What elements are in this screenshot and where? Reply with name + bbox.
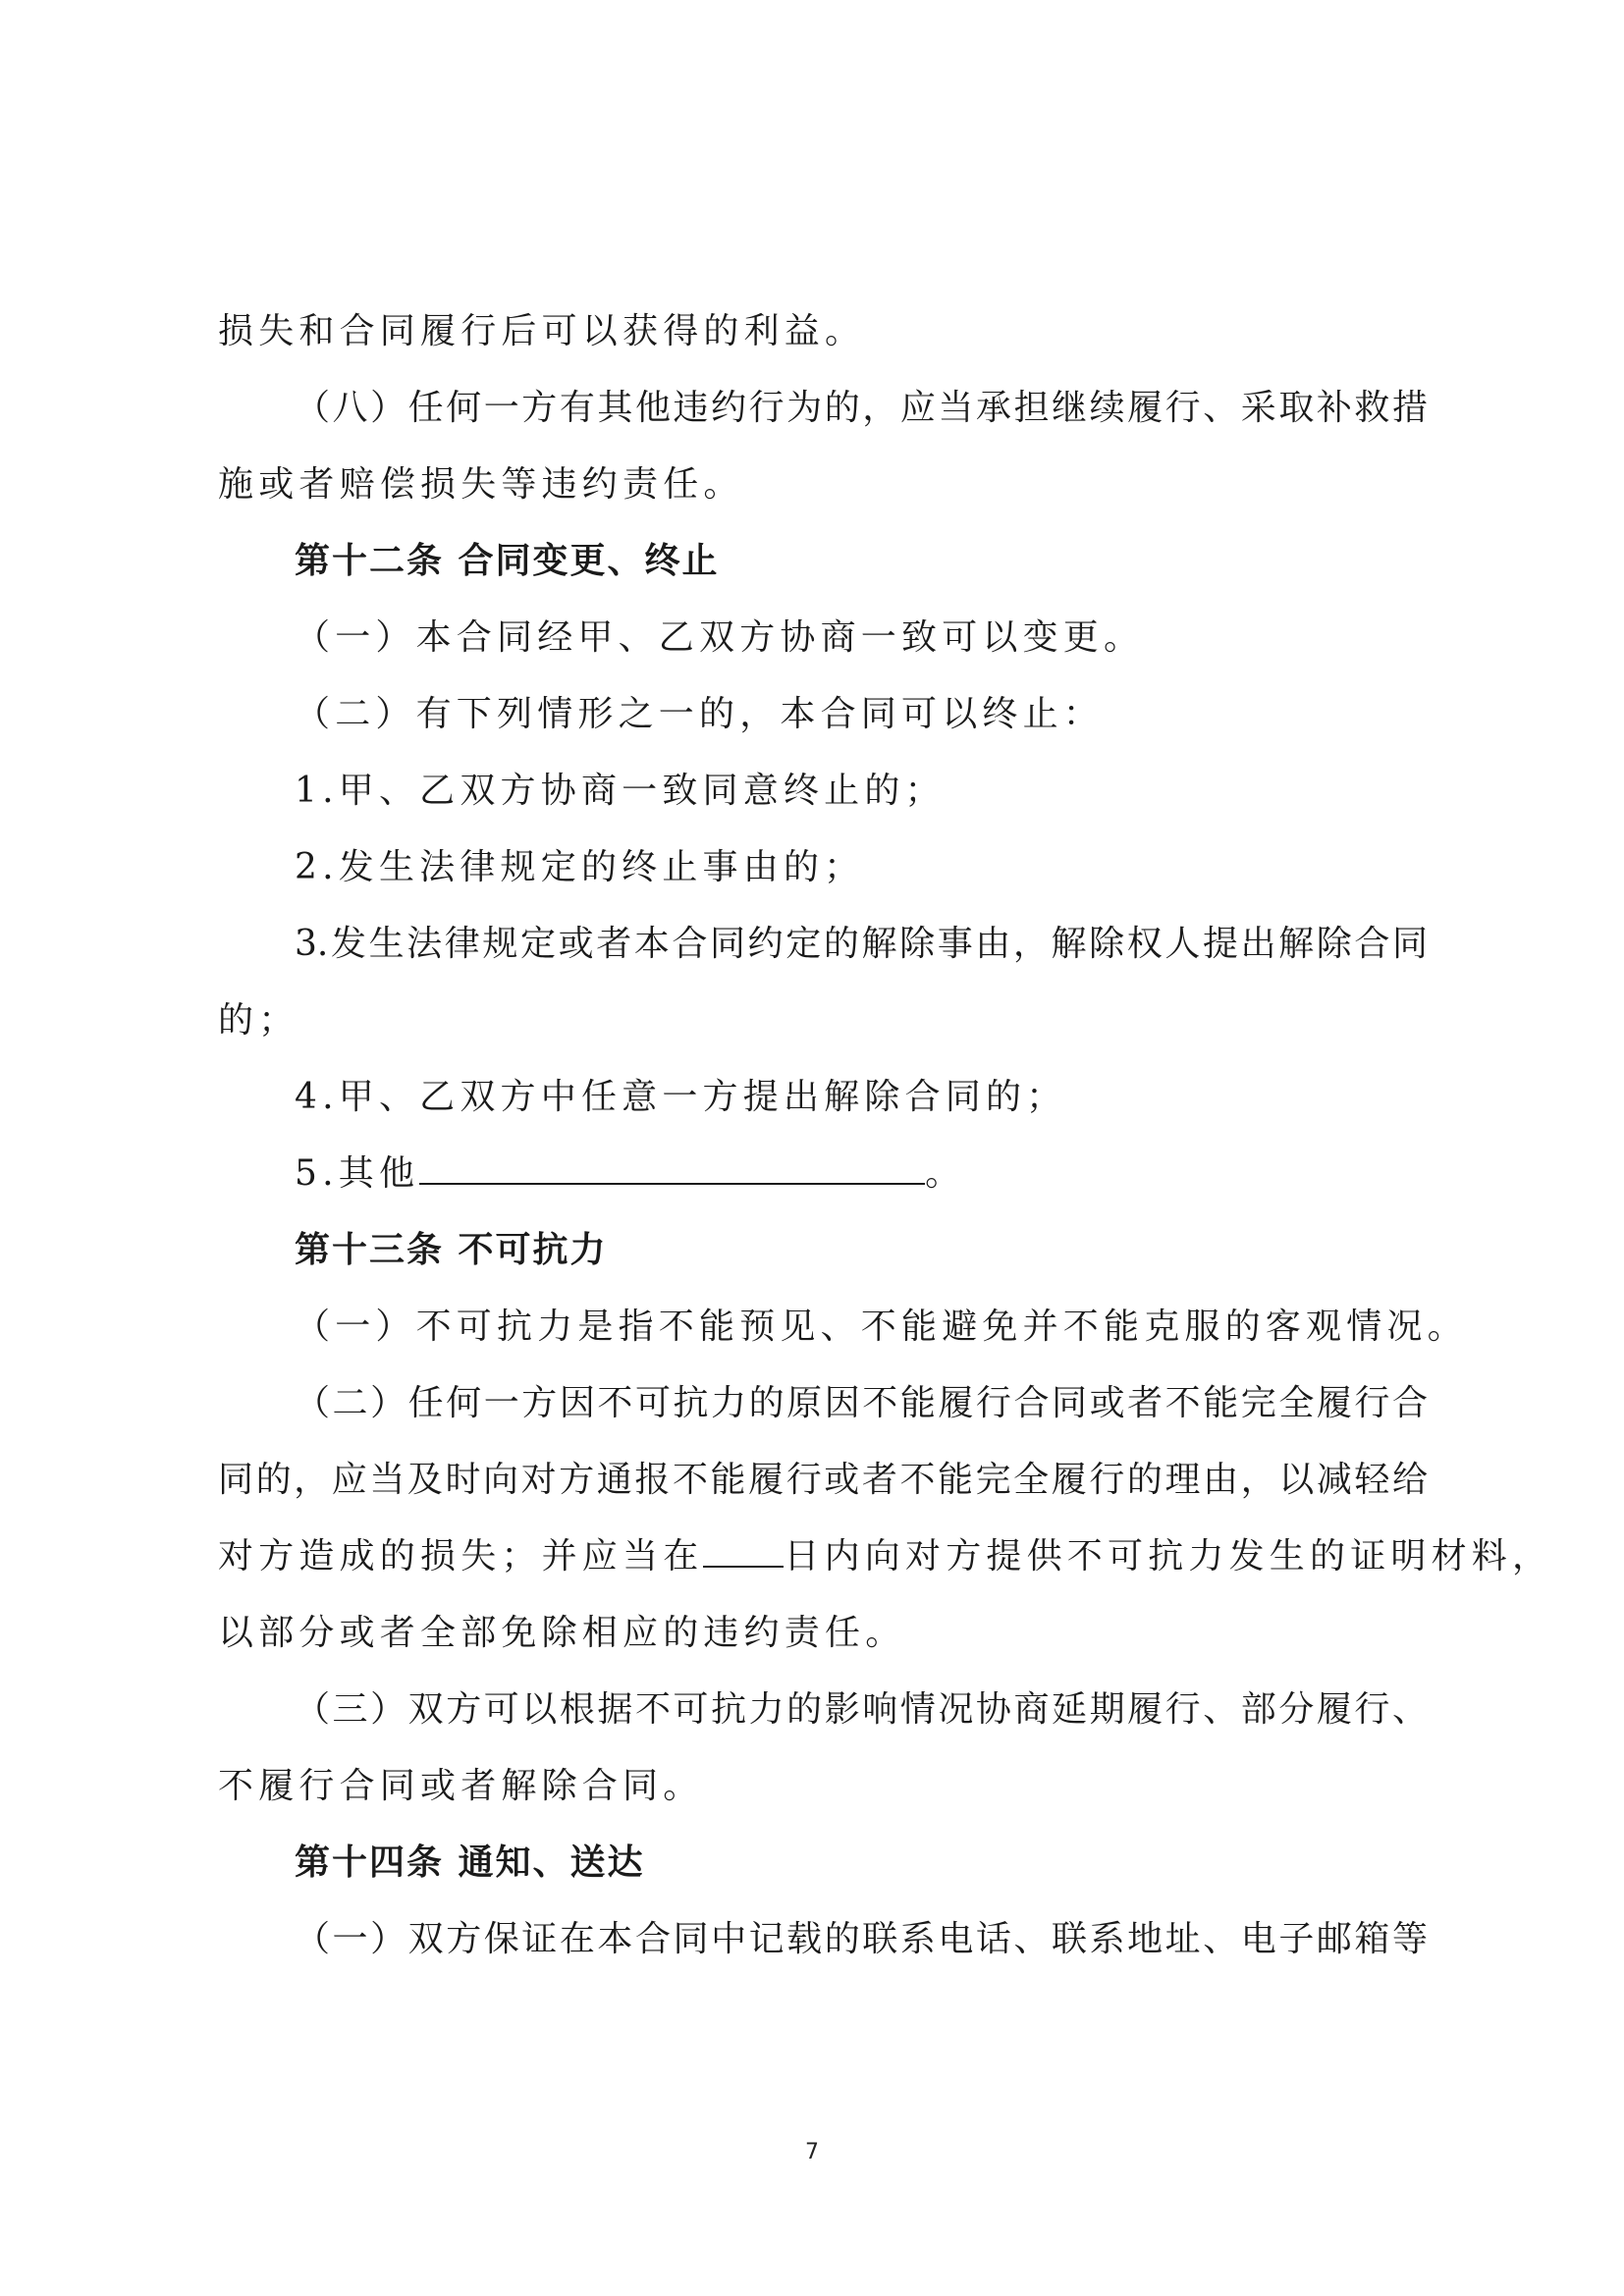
- list-item: 1.甲、乙双方协商一致同意终止的；: [295, 771, 946, 811]
- article-13-heading: 第十三条 不可抗力: [295, 1230, 608, 1270]
- list-item: 4.甲、乙双方中任意一方提出解除合同的；: [295, 1077, 1067, 1117]
- paragraph-line: （一）不可抗力是指不能预见、不能避免并不能克服的客观情况。: [295, 1307, 1468, 1347]
- paragraph-line: 损失和合同履行后可以获得的利益。: [218, 311, 866, 351]
- paragraph-line: 同的，应当及时向对方通报不能履行或者不能完全履行的理由，以减轻给: [218, 1460, 1428, 1500]
- paragraph-line: 施或者赔偿损失等违约责任。: [218, 464, 744, 505]
- article-12-heading: 第十二条 合同变更、终止: [295, 541, 720, 581]
- paragraph-line: （一）双方保证在本合同中记载的联系电话、联系地址、电子邮箱等: [295, 1919, 1428, 1959]
- list-item: 3.发生法律规定或者本合同约定的解除事由，解除权人提出解除合同: [295, 924, 1428, 964]
- text-after-blank: 日内向对方提供不可抗力发生的证明材料，: [784, 1536, 1553, 1576]
- paragraph-line: （一）本合同经甲、乙双方协商一致可以变更。: [295, 617, 1145, 658]
- paragraph-line-with-blank: [218, 1531, 1552, 1582]
- paragraph-line: 的；: [218, 1000, 299, 1041]
- article-14-heading: 第十四条 通知、送达: [295, 1842, 645, 1883]
- page-number: 7: [805, 2140, 819, 2164]
- list-item-other: [295, 1148, 965, 1200]
- paragraph-line: （二）任何一方因不可抗力的原因不能履行合同或者不能完全履行合: [295, 1383, 1428, 1423]
- other-label: 5.其他: [295, 1153, 420, 1194]
- paragraph-line: 以部分或者全部免除相应的违约责任。: [218, 1613, 906, 1653]
- paragraph-line: （二）有下列情形之一的，本合同可以终止：: [295, 694, 1105, 734]
- paragraph-line: 不履行合同或者解除合同。: [218, 1766, 704, 1806]
- list-item: 2.发生法律规定的终止事由的；: [295, 847, 865, 887]
- paragraph-line: （八）任何一方有其他违约行为的，应当承担继续履行、采取补救措: [295, 388, 1428, 428]
- paragraph-line: （三）双方可以根据不可抗力的影响情况协商延期履行、部分履行、: [295, 1689, 1428, 1730]
- period: 。: [925, 1153, 966, 1194]
- fill-in-blank-days[interactable]: [703, 1532, 784, 1568]
- fill-in-blank-other[interactable]: [419, 1149, 925, 1185]
- text-before-blank: 对方造成的损失；并应当在: [218, 1536, 704, 1576]
